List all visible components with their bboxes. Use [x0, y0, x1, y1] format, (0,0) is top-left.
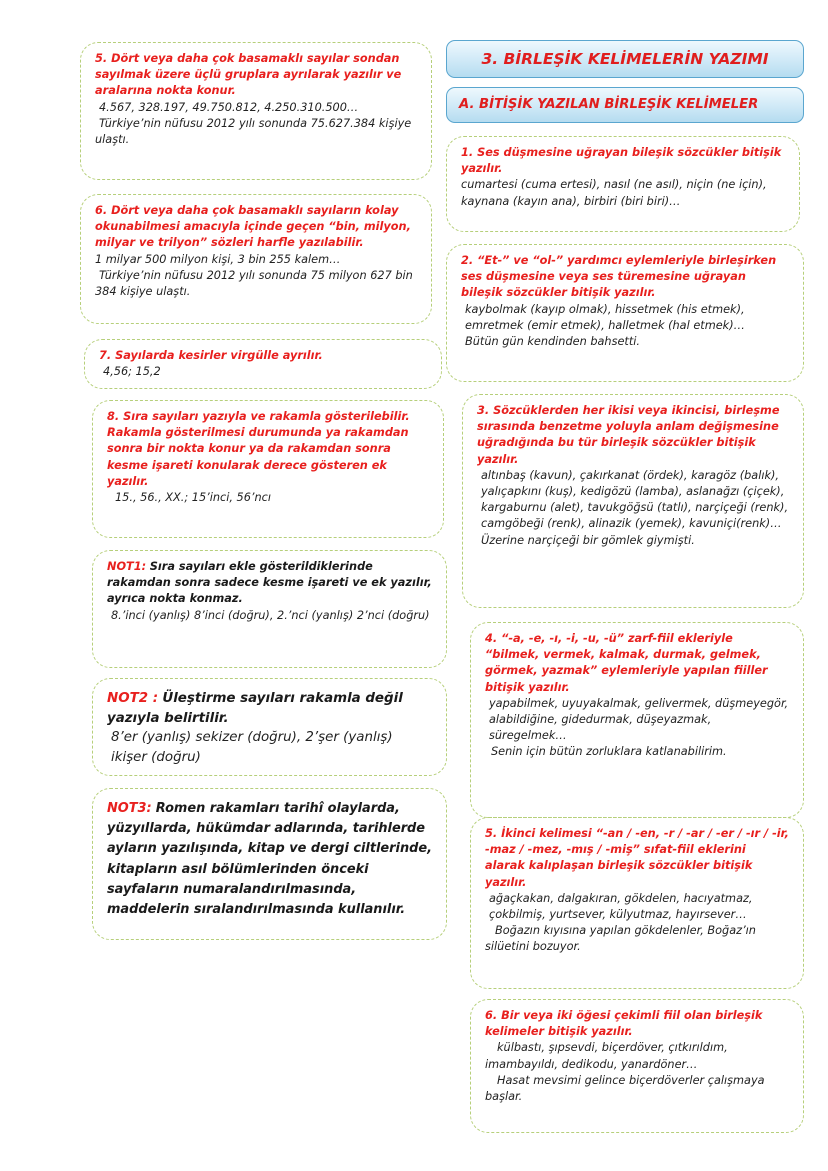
- rule-box-r5: [470, 817, 804, 989]
- note-text: Üleştirme sayıları rakamla değil yazıyla belirtilir.: [107, 691, 403, 726]
- example-text: kaybolmak (kayıp olmak), hissetmek (his etmek), emretmek (emir etmek), halletmek (hal etmek)…: [465, 302, 745, 332]
- note-text: Sıra sayıları ekle gösterildiklerinde rakamdan sonra sadece kesme işareti ve ek yazılır, ayrıca nokta konmaz.: [107, 560, 432, 606]
- example-text: cumartesi (cuma ertesi), nasıl (ne asıl), niçin (ne için), kaynana (kayın ana), birbiri (biri biri)…: [461, 178, 767, 208]
- section-title: [446, 40, 804, 78]
- subsection-title: [446, 87, 804, 123]
- example-text: 15., 56., XX.; 15’inci, 56’ncı: [115, 491, 272, 505]
- rule-text: 5. İkinci kelimesi “-an / -en, -r / -ar / -er / -ır / -ir, -maz / -mez, -mış / -miş” sıfat-fiil eklerini alarak kalıplaşan birleşik sözcükler bitişik yazılır.: [485, 827, 789, 889]
- example-text: 8’er (yanlış) sekizer (doğru), 2’şer (yanlış) ikişer (doğru): [111, 730, 393, 765]
- example-text: 4.567, 328.197, 49.750.812, 4.250.310.500…: [99, 100, 359, 114]
- example-text: 8.’inci (yanlış) 8’inci (doğru), 2.’nci (yanlış) 2’nci (doğru): [111, 608, 430, 622]
- example-sentence: Bütün gün kendinden bahsetti.: [465, 335, 641, 349]
- rule-box-6: [80, 194, 432, 324]
- rule-box-r4: [470, 622, 804, 818]
- note-label: NOT2 :: [107, 691, 159, 706]
- rule-text: 3. Sözcüklerden her ikisi veya ikincisi, birleşme sırasında benzetme yoluyla anlam değişmesine uğradığında bu tür birleşik sözcükler bitişik yazılır.: [477, 404, 780, 466]
- example-sentence: Boğazın kıyısına yapılan gökdelenler, Boğaz’ın silüetini bozuyor.: [485, 924, 756, 954]
- note-box-2: [92, 678, 447, 776]
- rule-box-5: [80, 42, 432, 180]
- example-sentence: Türkiye’nin nüfusu 2012 yılı sonunda 75 milyon 627 bin 384 kişiye ulaştı.: [95, 268, 413, 299]
- rule-text: 8. Sıra sayıları yazıyla ve rakamla gösterilebilir. Rakamla gösterilmesi durumunda ya rakamdan sonra bir nokta konur ya da rakamdan sonra kesme işareti konularak derece gösteren ek yazılır.: [107, 410, 410, 488]
- rule-box-r2: [446, 244, 804, 382]
- rule-box-7: [84, 339, 442, 389]
- rule-box-r1: [446, 136, 800, 232]
- note-label: NOT1:: [107, 560, 147, 573]
- example-sentence: Hasat mevsimi gelince biçerdöverler çalışmaya başlar.: [485, 1073, 765, 1104]
- rule-text: 4. “-a, -e, -ı, -i, -u, -ü” zarf-fiil ekleriyle “bilmek, vermek, kalmak, durmak, gelmek, görmek, yazmak” eylemleriyle yapılan fiiller bitişik yazılır.: [485, 632, 768, 694]
- rule-box-r6: [470, 999, 804, 1133]
- example-sentence: Türkiye’nin nüfusu 2012 yılı sonunda 75.627.384 kişiye ulaştı.: [95, 116, 412, 147]
- rule-text: 6. Dört veya daha çok basamaklı sayıların kolay okunabilmesi amacıyla içinde geçen “bin, milyon, milyar ve trilyon” sözleri harfle yazılabilir.: [95, 204, 411, 250]
- rule-text: 1. Ses düşmesine uğrayan bileşik sözcükler bitişik yazılır.: [461, 146, 782, 176]
- section-title-text: 3. BİRLEŞİK KELİMELERİN YAZIMI: [481, 50, 769, 68]
- note-body: [107, 691, 403, 726]
- example-text: 1 milyar 500 milyon kişi, 3 bin 255 kalem…: [95, 252, 341, 266]
- note-box-1: [92, 550, 447, 668]
- example-text: ağaçkakan, dalgakıran, gökdelen, hacıyatmaz, çokbilmiş, yurtsever, külyutmaz, hayırsever…: [489, 891, 753, 922]
- example-text: 4,56; 15,2: [103, 365, 161, 379]
- example-sentence: Senin için bütün zorluklara katlanabilirim.: [491, 745, 727, 759]
- note-label: NOT3:: [107, 801, 152, 816]
- example-sentence: Üzerine narçiçeği bir gömlek giymişti.: [481, 533, 695, 547]
- note-body: [107, 560, 432, 605]
- rule-text: 2. “Et-” ve “ol-” yardımcı eylemleriyle birleşirken ses düşmesine veya ses türemesine uğrayan bileşik sözcükler bitişik yazılır.: [461, 254, 777, 300]
- rule-text: 7. Sayılarda kesirler virgülle ayrılır.: [99, 349, 323, 362]
- example-text: yapabilmek, uyuyakalmak, gelivermek, düşmeyegör, alabildiğine, gidedurmak, düşeyazmak, süregelmek…: [489, 696, 789, 743]
- rule-text: 5. Dört veya daha çok basamaklı sayılar sondan sayılmak üzere üçlü gruplara ayrılarak yazılır ve aralarına nokta konur.: [95, 52, 402, 98]
- rule-text: 6. Bir veya iki öğesi çekimli fiil olan birleşik kelimeler bitişik yazılır.: [485, 1009, 763, 1039]
- rule-box-r3: [462, 394, 804, 608]
- rule-box-8: [92, 400, 444, 538]
- subsection-title-text: A. BİTİŞİK YAZILAN BİRLEŞİK KELİMELER: [459, 97, 759, 112]
- example-text: altınbaş (kavun), çakırkanat (ördek), karagöz (balık), yalıçapkını (kuş), kedigözü (lamba), aslanağzı (çiçek), kargaburnu (alet), tavukgöğsü (tatlı), narçiçeği (renk), camgöbeği (renk), alinazik (yemek), kavuniçi(renk)…: [481, 468, 789, 531]
- note-box-3: [92, 788, 447, 940]
- note-text: Romen rakamları tarihî olaylarda, yüzyıllarda, hükümdar adlarında, tarihlerde ayların yazılışında, kitap ve dergi ciltlerinde, kitapların asıl bölümlerinden önceki sayfaların numaralandırılmasında, maddelerin sıralandırılmasında kullanılır.: [107, 801, 432, 918]
- example-text: külbastı, şıpsevdi, biçerdöver, çıtkırıldım, imambayıldı, dedikodu, yanardöner…: [485, 1041, 728, 1071]
